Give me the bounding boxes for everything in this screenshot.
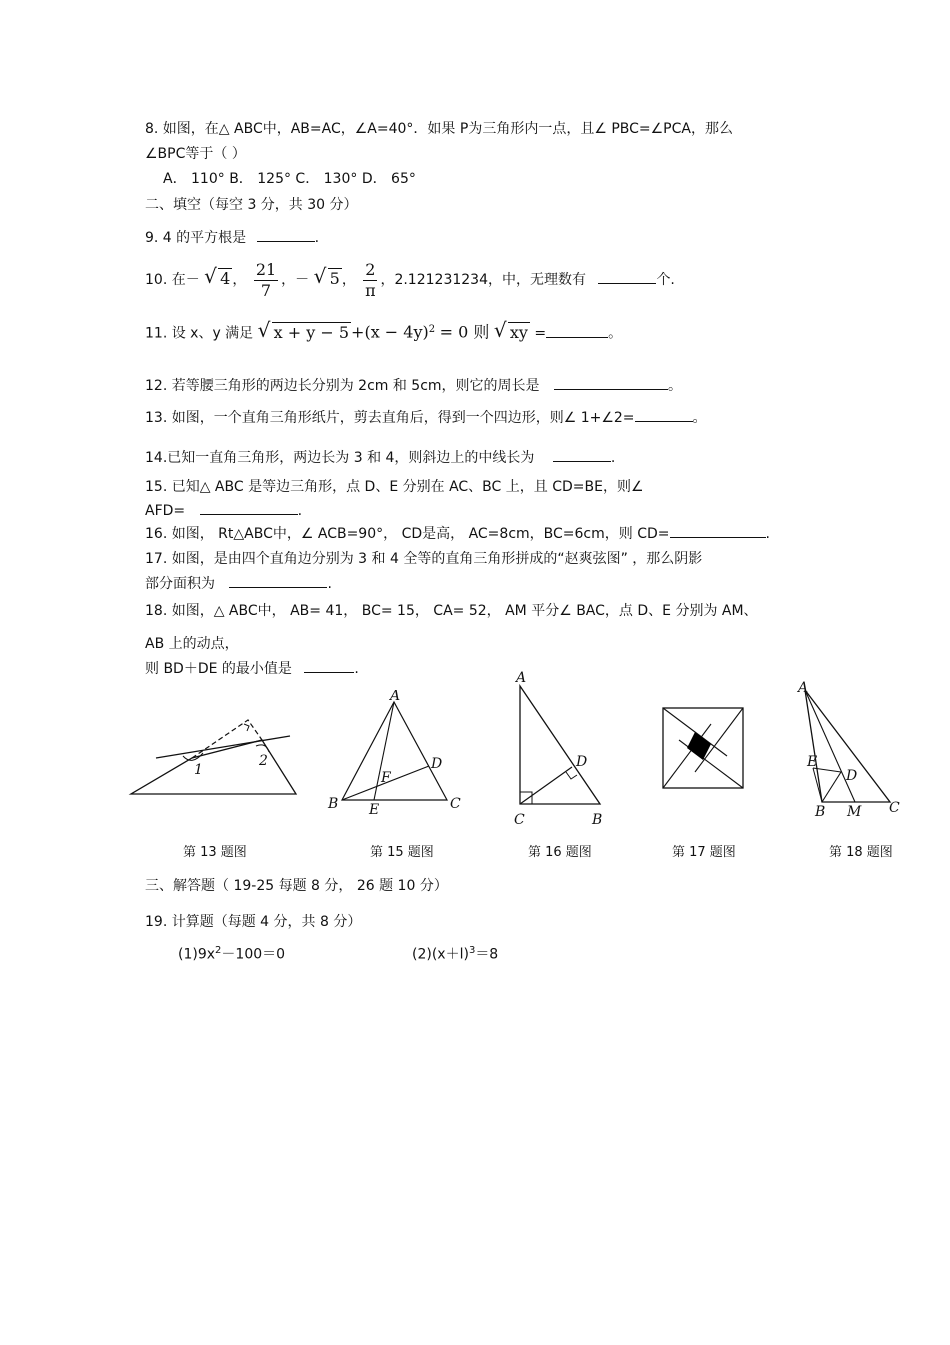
- figure-15-label-A: A: [390, 690, 401, 704]
- q17-line2: [145, 575, 332, 593]
- q10-frac-2-pi: $\frac{2}{\pi}$: [365, 259, 376, 300]
- q10-sqrt4: √ 4: [206, 256, 232, 303]
- figure-16-label-A: A: [516, 670, 527, 686]
- q11-end: 。: [608, 325, 623, 342]
- figure-15: [322, 690, 467, 815]
- q12-text: 12. 若等腰三角形的两边长分别为 2cm 和 5cm，则它的周长是: [145, 378, 540, 394]
- q15-answer-blank: [200, 514, 298, 515]
- q10-prefix: 10. 在－: [145, 272, 200, 288]
- figure-16-label-D: D: [576, 754, 588, 770]
- q10-neg: ，－: [281, 272, 310, 288]
- figure-13: [128, 712, 303, 802]
- q12: [145, 377, 682, 395]
- q11-answer-blank: [546, 337, 608, 338]
- q10-sqrt5: √ 5: [316, 256, 342, 303]
- q19-part1-exp: 2: [215, 945, 222, 956]
- q8-line2: ∠BPC等于（ ）: [145, 146, 246, 162]
- q16: [145, 525, 770, 543]
- q19-part1: [178, 942, 285, 964]
- q9: [145, 229, 319, 247]
- figure-16-caption: 第 16 题图: [528, 845, 592, 860]
- figure-18-label-B: B: [815, 804, 826, 820]
- q13-end: 。: [692, 410, 707, 426]
- figure-18-label-M: M: [847, 804, 862, 820]
- figure-18-caption: 第 18 题图: [829, 845, 893, 860]
- figure-18-label-D: D: [846, 768, 858, 784]
- figure-13-label-1: 1: [194, 762, 203, 778]
- q11-eq2: =: [534, 325, 547, 342]
- q11-prefix: 11. 设 x、y 满足: [145, 325, 254, 342]
- q19-part2: [412, 942, 498, 964]
- q11: [145, 318, 622, 346]
- q18-line2: AB 上的动点，: [145, 636, 239, 652]
- q18-answer-blank: [304, 672, 354, 673]
- q14-answer-blank: [553, 461, 611, 462]
- figure-15-caption: 第 15 题图: [370, 845, 434, 860]
- q13: [145, 409, 707, 427]
- q13-text: 13. 如图，一个直角三角形纸片，剪去直角后，得到一个四边形，则∠ 1+∠2=: [145, 410, 635, 426]
- figure-18: [795, 680, 907, 820]
- q15-line1: 15. 已知△ ABC 是等边三角形，点 D、E 分别在 AC、BC 上，且 CD=BE，则∠: [145, 479, 644, 495]
- q9-text: 9. 4 的平方根是: [145, 230, 247, 246]
- q17-end: .: [327, 576, 332, 592]
- figure-18-label-E: E: [807, 754, 818, 770]
- q11-exponent: 2: [428, 324, 436, 335]
- q19-part2-pre: (2)(x＋l): [412, 946, 469, 963]
- q9-end: .: [314, 230, 320, 246]
- q19-part2-exp: 3: [468, 945, 476, 956]
- q19-part1-post: －100＝0: [221, 946, 286, 963]
- q10: 10. 在－ √ 4 ， $\frac{21}{7}$ ，－ √ 5 ， $\frac{2}{\pi}$ ，2.121231234，中，无理数有 个.: [145, 256, 675, 303]
- q15-end: .: [297, 503, 303, 519]
- q10-answer-blank: [598, 283, 656, 284]
- q13-answer-blank: [635, 421, 693, 422]
- q17-answer-blank: [229, 587, 327, 588]
- figure-15-label-F: F: [381, 770, 391, 786]
- q16-end: .: [765, 526, 770, 542]
- q18-text: 则 BD＋DE 的最小值是: [145, 661, 292, 677]
- figure-17: [660, 705, 746, 791]
- q15-afd: AFD=: [145, 503, 186, 519]
- q8-line1: 8. 如图，在△ ABC中，AB=AC，∠A=40°．如果 P为三角形内一点，且∠ PBC=∠PCA，那么: [145, 121, 733, 137]
- figure-16-label-C: C: [514, 812, 525, 828]
- figure-13-caption: 第 13 题图: [183, 845, 247, 860]
- figure-16: [510, 668, 610, 828]
- figure-13-label-2: 2: [259, 753, 268, 769]
- figure-15-label-D: D: [431, 756, 443, 772]
- figure-17-caption: 第 17 题图: [672, 845, 736, 860]
- q16-answer-blank: [670, 537, 766, 538]
- q11-eq: = 0 则: [439, 322, 490, 342]
- q19-part1-pre: (1)9x: [178, 946, 216, 963]
- q18-line3: [145, 660, 359, 678]
- q18-end: .: [354, 661, 359, 677]
- q18-line1: 18. 如图，△ ABC中， AB= 41， BC= 15， CA= 52， AM 平分∠ BAC，点 D、E 分别为 AM、: [145, 603, 758, 619]
- q10-frac-21-7: $\frac{21}{7}$: [255, 259, 277, 300]
- figure-18-label-C: C: [889, 800, 900, 816]
- q9-answer-blank: [257, 241, 315, 242]
- q10-rest: ，2.121231234，中，无理数有: [380, 272, 586, 288]
- figure-15-label-E: E: [369, 802, 380, 815]
- q14-end: .: [610, 450, 616, 466]
- q15-line2: [145, 502, 302, 520]
- q14: [145, 449, 615, 467]
- q11-sqrt-xy: √ xy: [496, 321, 530, 346]
- q16-text: 16. 如图， Rt△ABC中，∠ ACB=90°， CD是高， AC=8cm，BC=6cm，则 CD=: [145, 526, 670, 542]
- figure-18-label-A: A: [798, 680, 809, 696]
- q12-answer-blank: [554, 389, 668, 390]
- q17-line1: 17. 如图，是由四个直角边分别为 3 和 4 全等的直角三角形拼成的“赵爽弦图” ，那么阴影: [145, 551, 703, 567]
- q12-end: 。: [668, 378, 683, 394]
- q19-part2-post: ＝8: [475, 946, 499, 963]
- q19-title: 19. 计算题（每题 4 分，共 8 分）: [145, 914, 362, 930]
- q14-text: 14.已知一直角三角形，两边长为 3 和 4，则斜边上的中线长为: [145, 450, 535, 466]
- q11-square-term: +(x − 4y): [351, 322, 429, 342]
- q10-end: 个.: [656, 272, 675, 288]
- q17-text: 部分面积为: [145, 576, 215, 592]
- figure-15-label-B: B: [328, 796, 339, 812]
- q11-sqrt-expr: √ x + y − 5: [260, 321, 351, 346]
- section3-title: 三、解答题（ 19-25 每题 8 分， 26 题 10 分）: [145, 878, 448, 894]
- section2-title: 二、填空（每空 3 分，共 30 分）: [145, 197, 358, 213]
- figure-16-label-B: B: [592, 812, 603, 828]
- q8-options: A． 110° B． 125° C． 130° D． 65°: [163, 171, 416, 187]
- figure-15-label-C: C: [450, 796, 461, 812]
